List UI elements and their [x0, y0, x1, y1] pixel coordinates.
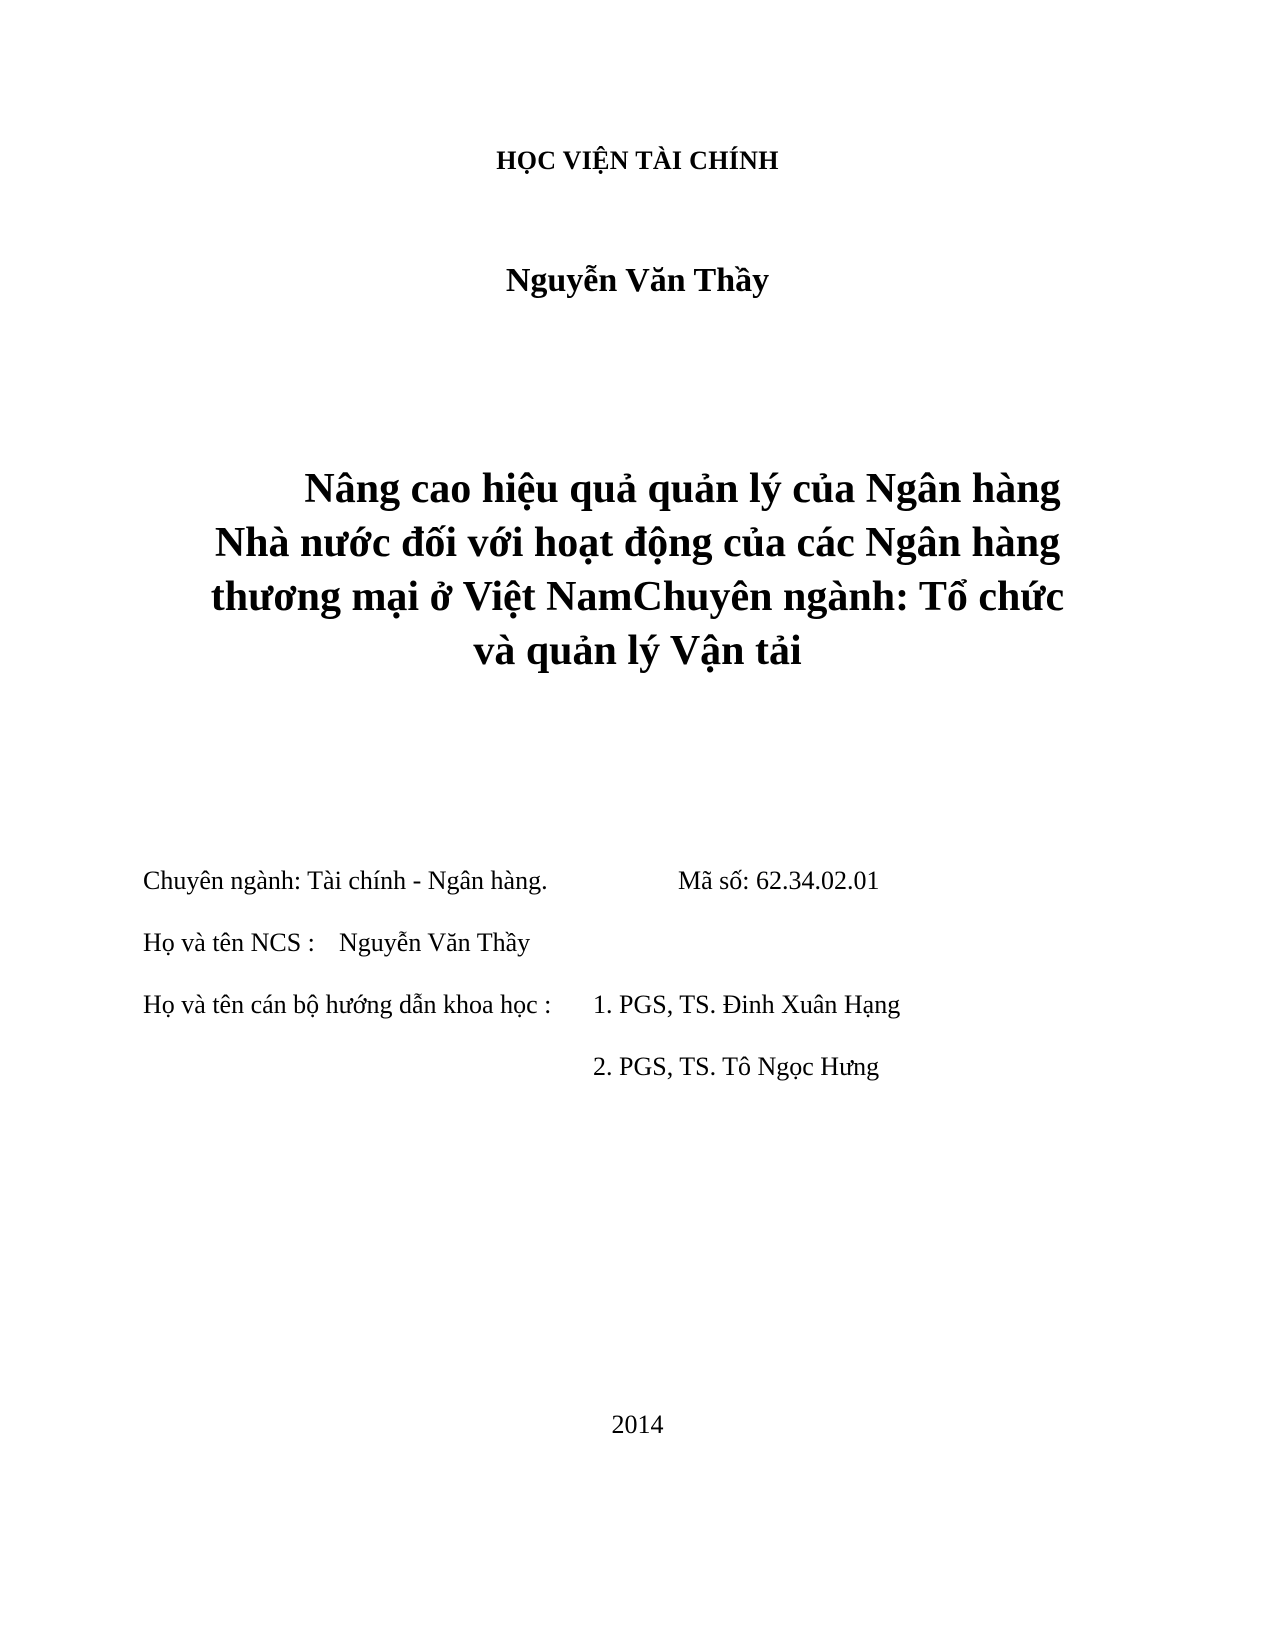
author-name: Nguyễn Văn Thầy	[505, 262, 770, 299]
candidate-name: Nguyễn Văn Thầy	[339, 928, 531, 957]
specialization: Chuyên ngành: Tài chính - Ngân hàng.	[143, 866, 548, 895]
supervisor-label: Họ và tên cán bộ hướng dẫn khoa học :	[143, 990, 552, 1019]
thesis-title-line: Nhà nước đối với hoạt động của các Ngân hàng	[214, 520, 1061, 566]
publication-year: 2014	[611, 1410, 664, 1439]
thesis-title	[160, 462, 1115, 678]
thesis-title-line: Nâng cao hiệu quả quản lý của Ngân hàng	[304, 466, 1061, 512]
specialization-code: Mã số: 62.34.02.01	[678, 866, 880, 895]
supervisor-item: 2. PGS, TS. Tô Ngọc Hưng	[593, 1052, 880, 1081]
thesis-title-line: thương mại ở Việt NamChuyên ngành: Tổ chức	[210, 574, 1065, 620]
institution-name: HỌC VIỆN TÀI CHÍNH	[496, 146, 779, 175]
supervisor-item: 1. PGS, TS. Đinh Xuân Hạng	[593, 990, 901, 1019]
candidate-label: Họ và tên NCS :	[143, 928, 315, 957]
thesis-title-line: và quản lý Vận tải	[473, 628, 802, 674]
